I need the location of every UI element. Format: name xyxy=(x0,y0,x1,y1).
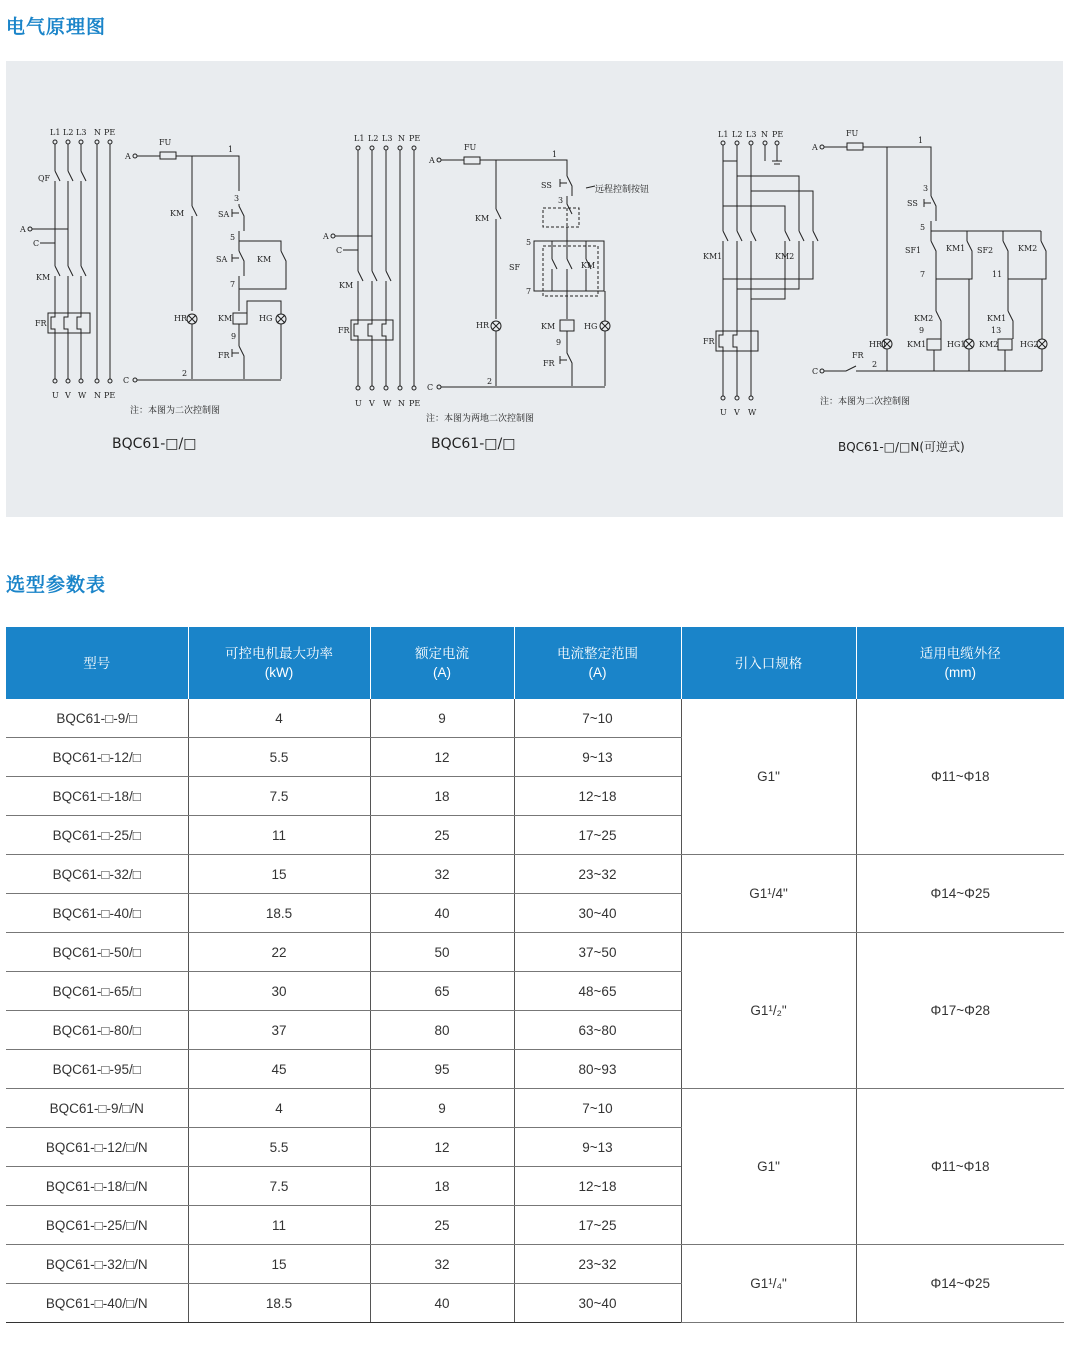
cell-range: 12~18 xyxy=(514,777,681,816)
header-power: 可控电机最大功率 (kW) xyxy=(188,627,370,699)
d3-label-a2: A xyxy=(812,143,818,152)
header-model: 型号 xyxy=(6,627,188,699)
cell-current: 32 xyxy=(370,1245,514,1284)
d1-label-fu: FU xyxy=(159,138,172,147)
cell-current: 50 xyxy=(370,933,514,972)
d1-label-n7: 7 xyxy=(230,280,236,289)
d2-label-a2: A xyxy=(429,156,435,165)
cell-power: 5.5 xyxy=(188,1128,370,1167)
cell-model: BQC61-□-9/□ xyxy=(6,699,188,738)
d1-label-hr: HR xyxy=(174,314,187,323)
d1-label-l3: L3 xyxy=(76,128,87,137)
cell-inlet: G1" xyxy=(681,699,856,855)
d3-label-fr-aux: FR xyxy=(852,351,864,360)
d2-label-km-coil: KM xyxy=(541,322,556,331)
cell-model: BQC61-□-12/□/N xyxy=(6,1128,188,1167)
d3-label-v: V xyxy=(734,408,740,417)
cell-power: 37 xyxy=(188,1011,370,1050)
cell-model: BQC61-□-80/□ xyxy=(6,1011,188,1050)
cell-model: BQC61-□-95/□ xyxy=(6,1050,188,1089)
cell-current: 80 xyxy=(370,1011,514,1050)
cell-range: 7~10 xyxy=(514,699,681,738)
cell-power: 4 xyxy=(188,699,370,738)
cell-current: 25 xyxy=(370,816,514,855)
section-title-selection: 选型参数表 xyxy=(6,574,107,596)
d3-label-km1: KM1 xyxy=(703,252,723,261)
table-row xyxy=(6,855,1064,894)
cell-current: 40 xyxy=(370,894,514,933)
cell-cable: Φ14~Φ25 xyxy=(856,855,1064,933)
cell-current: 32 xyxy=(370,855,514,894)
d2-label-n7: 7 xyxy=(526,287,532,296)
cell-current: 65 xyxy=(370,972,514,1011)
d1-label-v: V xyxy=(65,391,71,400)
table-row xyxy=(6,1245,1064,1284)
d3-label-km2-hold: KM2 xyxy=(1018,244,1038,253)
cell-range: 17~25 xyxy=(514,816,681,855)
d3-label-n7: 7 xyxy=(920,270,926,279)
diagram-1 xyxy=(19,128,286,452)
d2-label-n-out: N xyxy=(398,399,405,408)
d3-label-sf2: SF2 xyxy=(977,246,994,255)
d3-label-c2: C xyxy=(812,367,819,376)
cell-power: 18.5 xyxy=(188,894,370,933)
cell-current: 9 xyxy=(370,699,514,738)
cell-current: 40 xyxy=(370,1284,514,1323)
cell-model: BQC61-□-9/□/N xyxy=(6,1089,188,1128)
d3-label-l1: L1 xyxy=(718,130,729,139)
d2-label-l1: L1 xyxy=(354,134,365,143)
cell-model: BQC61-□-25/□ xyxy=(6,816,188,855)
d3-label-pe: PE xyxy=(772,130,784,139)
cell-model: BQC61-□-40/□/N xyxy=(6,1284,188,1323)
d1-model: BQC61-□/□ xyxy=(112,436,197,452)
selection-table xyxy=(6,627,1064,1323)
cell-range: 63~80 xyxy=(514,1011,681,1050)
d3-label-km1-interlock: KM1 xyxy=(987,314,1007,323)
cell-range: 12~18 xyxy=(514,1167,681,1206)
d1-note: 注：本图为二次控制图 xyxy=(130,406,221,416)
d3-label-n1: 1 xyxy=(918,136,924,145)
d2-label-l3: L3 xyxy=(382,134,393,143)
d1-label-hg: HG xyxy=(259,314,273,323)
cell-power: 15 xyxy=(188,855,370,894)
cell-range: 30~40 xyxy=(514,894,681,933)
d2-label-km-main: KM xyxy=(339,281,354,290)
cell-current: 9 xyxy=(370,1089,514,1128)
cell-inlet: G1¹/₂" xyxy=(681,933,856,1089)
d1-label-sa2: SA xyxy=(216,255,228,264)
cell-current: 18 xyxy=(370,1167,514,1206)
cell-power: 30 xyxy=(188,972,370,1011)
schematic-diagrams xyxy=(6,61,1063,517)
d1-label-n9: 9 xyxy=(231,332,237,341)
d3-note: 注：本图为二次控制图 xyxy=(820,397,911,407)
cell-current: 25 xyxy=(370,1206,514,1245)
cell-range: 23~32 xyxy=(514,1245,681,1284)
d3-model: BQC61-□/□N(可逆式) xyxy=(838,440,965,454)
d2-label-c2: C xyxy=(427,383,434,392)
cell-range: 48~65 xyxy=(514,972,681,1011)
cell-range: 17~25 xyxy=(514,1206,681,1245)
d2-model: BQC61-□/□ xyxy=(431,436,516,452)
header-cable: 适用电缆外径 (mm) xyxy=(856,627,1064,699)
d1-label-fr-aux: FR xyxy=(218,351,230,360)
cell-power: 18.5 xyxy=(188,1284,370,1323)
cell-range: 80~93 xyxy=(514,1050,681,1089)
table-row xyxy=(6,933,1064,972)
d3-label-km1-coil: KM1 xyxy=(907,340,927,349)
d3-label-km2-coil: KM2 xyxy=(979,340,999,349)
d3-label-km2: KM2 xyxy=(775,252,795,261)
d1-label-n1: 1 xyxy=(228,145,234,154)
d1-label-fr: FR xyxy=(35,319,47,328)
d1-label-n3: 3 xyxy=(234,194,240,203)
d3-label-ss: SS xyxy=(907,199,918,208)
d3-label-km1-hold: KM1 xyxy=(946,244,966,253)
cell-model: BQC61-□-32/□/N xyxy=(6,1245,188,1284)
d1-label-w: W xyxy=(78,391,87,400)
cell-current: 95 xyxy=(370,1050,514,1089)
cell-range: 37~50 xyxy=(514,933,681,972)
d3-label-n2: 2 xyxy=(872,360,878,369)
d1-label-pe-out: PE xyxy=(104,391,116,400)
cell-cable: Φ11~Φ18 xyxy=(856,1089,1064,1245)
schematic-panel xyxy=(6,61,1063,517)
d3-label-fu: FU xyxy=(846,129,859,138)
d2-label-n: N xyxy=(398,134,405,143)
cell-model: BQC61-□-65/□ xyxy=(6,972,188,1011)
d1-label-km-main: KM xyxy=(36,273,51,282)
d2-label-n1: 1 xyxy=(552,150,558,159)
d3-label-sf1: SF1 xyxy=(905,246,922,255)
d2-label-sf: SF xyxy=(509,263,521,272)
cell-inlet: G1" xyxy=(681,1089,856,1245)
d3-label-km2-interlock: KM2 xyxy=(914,314,934,323)
d1-label-qf: QF xyxy=(38,174,51,183)
d3-label-l2: L2 xyxy=(732,130,743,139)
d2-label-v: V xyxy=(369,399,375,408)
d2-label-km-hold: KM xyxy=(581,261,596,270)
d1-label-km-coil: KM xyxy=(218,314,233,323)
d2-label-ss: SS xyxy=(541,181,552,190)
d3-label-n3: 3 xyxy=(923,184,929,193)
cell-model: BQC61-□-12/□ xyxy=(6,738,188,777)
cell-current: 12 xyxy=(370,1128,514,1167)
cell-range: 7~10 xyxy=(514,1089,681,1128)
cell-inlet: G1¹/₄" xyxy=(681,1245,856,1323)
d1-label-sa1: SA xyxy=(218,210,230,219)
cell-range: 30~40 xyxy=(514,1284,681,1323)
d2-remote-label: 远程控制按钮 xyxy=(595,185,650,195)
d3-label-w: W xyxy=(748,408,757,417)
d2-label-l2: L2 xyxy=(368,134,379,143)
cell-current: 12 xyxy=(370,738,514,777)
section-title-schematic: 电气原理图 xyxy=(6,16,107,38)
d3-label-u: U xyxy=(720,408,727,417)
d3-label-l3: L3 xyxy=(746,130,757,139)
cell-power: 7.5 xyxy=(188,1167,370,1206)
cell-range: 9~13 xyxy=(514,1128,681,1167)
cell-range: 9~13 xyxy=(514,738,681,777)
cell-range: 23~32 xyxy=(514,855,681,894)
d1-label-km-aux: KM xyxy=(170,209,185,218)
d2-label-km-aux: KM xyxy=(475,214,490,223)
d3-label-n11: 11 xyxy=(992,270,1003,279)
cell-power: 7.5 xyxy=(188,777,370,816)
d2-label-fr: FR xyxy=(338,326,350,335)
header-rated-current: 额定电流 (A) xyxy=(370,627,514,699)
d3-label-fr: FR xyxy=(703,337,715,346)
d3-label-n: N xyxy=(761,130,768,139)
d2-label-pe-out: PE xyxy=(409,399,421,408)
cell-model: BQC61-□-32/□ xyxy=(6,855,188,894)
d2-note: 注：本图为两地二次控制图 xyxy=(426,414,535,424)
d3-label-n9: 9 xyxy=(919,326,925,335)
diagram-2 xyxy=(322,134,649,452)
cell-power: 5.5 xyxy=(188,738,370,777)
cell-inlet: G1¹/4" xyxy=(681,855,856,933)
d2-label-n5: 5 xyxy=(526,238,532,247)
cell-model: BQC61-□-18/□ xyxy=(6,777,188,816)
d2-label-a: A xyxy=(323,232,329,241)
d1-label-n: N xyxy=(94,128,101,137)
cell-cable: Φ11~Φ18 xyxy=(856,699,1064,855)
d2-label-n9: 9 xyxy=(556,338,562,347)
d2-label-w: W xyxy=(383,399,392,408)
d3-label-hr1: HR1 xyxy=(869,340,888,349)
header-current-range: 电流整定范围 (A) xyxy=(514,627,681,699)
table-row xyxy=(6,1089,1064,1128)
d1-label-l1: L1 xyxy=(50,128,61,137)
d1-label-c2: C xyxy=(123,376,130,385)
cell-power: 4 xyxy=(188,1089,370,1128)
d2-label-u: U xyxy=(355,399,362,408)
cell-model: BQC61-□-18/□/N xyxy=(6,1167,188,1206)
d1-label-n-out: N xyxy=(94,391,101,400)
cell-power: 15 xyxy=(188,1245,370,1284)
d1-label-l2: L2 xyxy=(63,128,74,137)
d3-label-hg1: HG1 xyxy=(947,340,966,349)
cell-current: 18 xyxy=(370,777,514,816)
cell-cable: Φ17~Φ28 xyxy=(856,933,1064,1089)
d2-label-fr-aux: FR xyxy=(543,359,555,368)
d2-label-n3: 3 xyxy=(558,196,564,205)
d2-label-pe: PE xyxy=(409,134,421,143)
cell-power: 11 xyxy=(188,816,370,855)
diagram-3 xyxy=(703,129,1047,454)
d2-label-fu: FU xyxy=(464,143,477,152)
d3-label-hg2: HG2 xyxy=(1020,340,1039,349)
cell-power: 45 xyxy=(188,1050,370,1089)
d1-label-u: U xyxy=(52,391,59,400)
d1-label-pe: PE xyxy=(104,128,116,137)
d1-label-n2: 2 xyxy=(182,369,188,378)
d1-label-a2: A xyxy=(125,152,131,161)
d3-label-n13: 13 xyxy=(991,326,1002,335)
d3-label-n5: 5 xyxy=(920,223,926,232)
d2-label-n2: 2 xyxy=(487,377,493,386)
cell-power: 11 xyxy=(188,1206,370,1245)
table-header-row xyxy=(6,627,1064,699)
table-row xyxy=(6,699,1064,738)
cell-model: BQC61-□-25/□/N xyxy=(6,1206,188,1245)
header-inlet: 引入口规格 xyxy=(681,627,856,699)
d1-label-km-hold: KM xyxy=(257,255,272,264)
d1-label-n5: 5 xyxy=(230,233,236,242)
d1-label-c: C xyxy=(33,239,40,248)
d2-label-hr: HR xyxy=(476,321,489,330)
d1-label-a: A xyxy=(20,225,26,234)
cell-model: BQC61-□-50/□ xyxy=(6,933,188,972)
cell-model: BQC61-□-40/□ xyxy=(6,894,188,933)
d2-label-hg: HG xyxy=(584,322,598,331)
d2-label-c: C xyxy=(336,246,343,255)
cell-power: 22 xyxy=(188,933,370,972)
cell-cable: Φ14~Φ25 xyxy=(856,1245,1064,1323)
